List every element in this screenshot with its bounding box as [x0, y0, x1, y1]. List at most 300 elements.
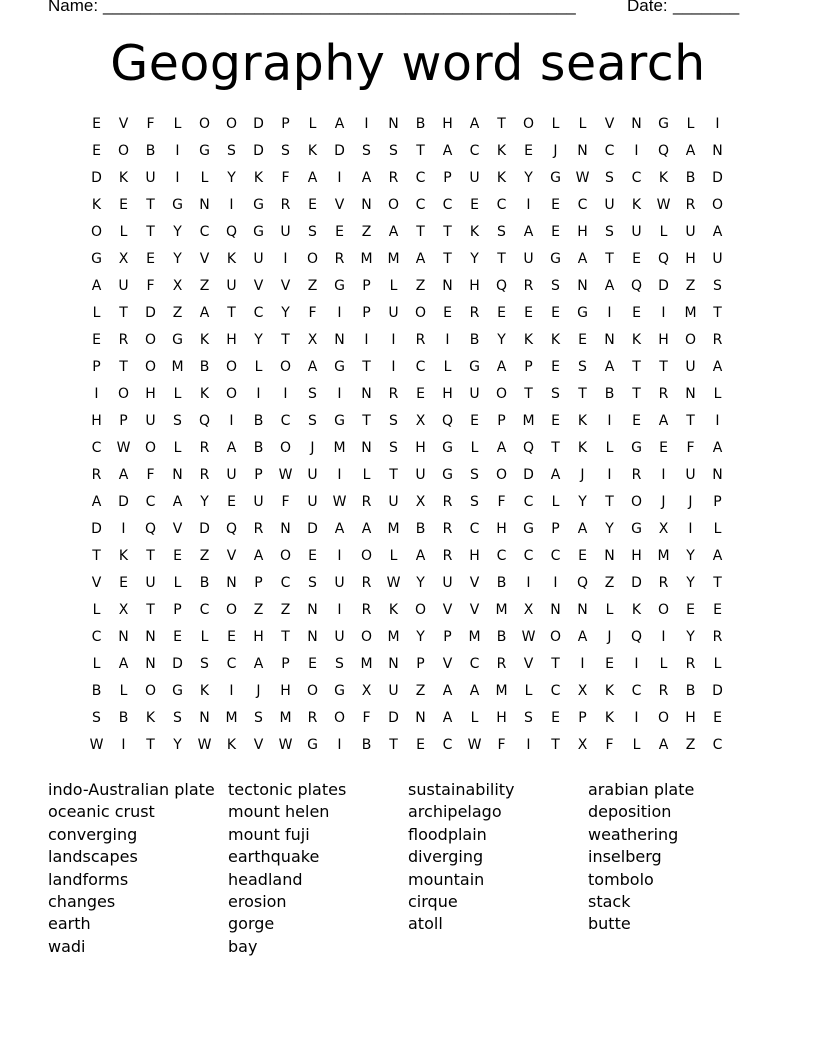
grid-letter[interactable]: K: [199, 386, 210, 402]
grid-letter[interactable]: S: [335, 656, 344, 672]
grid-letter[interactable]: B: [685, 170, 696, 186]
grid-letter[interactable]: U: [442, 575, 453, 591]
grid-letter[interactable]: K: [469, 224, 480, 240]
grid-letter[interactable]: T: [281, 629, 290, 645]
grid-letter[interactable]: L: [632, 737, 641, 753]
grid-letter[interactable]: P: [362, 305, 371, 321]
grid-letter[interactable]: B: [604, 386, 615, 402]
grid-letter[interactable]: S: [92, 710, 101, 726]
grid-letter[interactable]: N: [577, 143, 588, 159]
grid-letter[interactable]: H: [226, 332, 237, 348]
grid-letter[interactable]: R: [361, 602, 372, 618]
grid-letter[interactable]: E: [659, 440, 668, 456]
grid-letter[interactable]: X: [361, 683, 372, 699]
grid-letter[interactable]: S: [470, 494, 479, 510]
grid-letter[interactable]: L: [308, 116, 317, 132]
grid-letter[interactable]: U: [145, 575, 156, 591]
grid-letter[interactable]: K: [604, 683, 615, 699]
grid-letter[interactable]: E: [605, 656, 614, 672]
grid-letter[interactable]: K: [91, 197, 102, 213]
grid-letter[interactable]: W: [197, 737, 212, 753]
grid-letter[interactable]: U: [388, 305, 399, 321]
grid-letter[interactable]: P: [254, 575, 263, 591]
grid-letter[interactable]: L: [551, 494, 560, 510]
grid-letter[interactable]: R: [496, 656, 507, 672]
grid-letter[interactable]: I: [391, 359, 396, 375]
grid-letter[interactable]: B: [496, 629, 507, 645]
grid-letter[interactable]: T: [416, 143, 425, 159]
grid-letter[interactable]: O: [360, 548, 373, 564]
grid-letter[interactable]: R: [631, 467, 642, 483]
grid-letter[interactable]: Q: [225, 224, 238, 240]
grid-letter[interactable]: D: [712, 683, 723, 699]
grid-letter[interactable]: A: [172, 494, 183, 510]
grid-letter[interactable]: V: [523, 656, 534, 672]
grid-letter[interactable]: J: [688, 494, 693, 510]
grid-letter[interactable]: K: [388, 602, 399, 618]
grid-letter[interactable]: C: [523, 494, 534, 510]
grid-letter[interactable]: O: [144, 683, 157, 699]
grid-letter[interactable]: R: [280, 197, 291, 213]
grid-letter[interactable]: G: [334, 683, 345, 699]
grid-letter[interactable]: V: [118, 116, 129, 132]
grid-letter[interactable]: P: [443, 170, 452, 186]
grid-letter[interactable]: F: [362, 710, 371, 726]
grid-letter[interactable]: U: [685, 359, 696, 375]
grid-letter[interactable]: M: [225, 710, 238, 726]
grid-letter[interactable]: K: [631, 197, 642, 213]
grid-letter[interactable]: T: [551, 737, 560, 753]
grid-letter[interactable]: X: [577, 683, 588, 699]
grid-letter[interactable]: I: [94, 386, 99, 402]
grid-letter[interactable]: N: [604, 332, 615, 348]
grid-letter[interactable]: O: [225, 386, 238, 402]
grid-letter[interactable]: U: [415, 467, 426, 483]
grid-letter[interactable]: K: [550, 332, 561, 348]
grid-letter[interactable]: B: [415, 116, 426, 132]
grid-letter[interactable]: I: [283, 386, 288, 402]
grid-letter[interactable]: K: [631, 602, 642, 618]
grid-letter[interactable]: T: [686, 413, 695, 429]
grid-letter[interactable]: Q: [198, 413, 211, 429]
grid-letter[interactable]: K: [496, 143, 507, 159]
grid-letter[interactable]: N: [280, 521, 291, 537]
grid-letter[interactable]: U: [469, 386, 480, 402]
grid-letter[interactable]: C: [469, 143, 480, 159]
grid-letter[interactable]: D: [172, 656, 183, 672]
grid-letter[interactable]: G: [172, 683, 183, 699]
grid-letter[interactable]: O: [630, 494, 643, 510]
grid-letter[interactable]: G: [253, 197, 264, 213]
grid-letter[interactable]: U: [631, 224, 642, 240]
grid-letter[interactable]: O: [279, 359, 292, 375]
grid-letter[interactable]: K: [118, 170, 129, 186]
grid-letter[interactable]: N: [442, 278, 453, 294]
grid-letter[interactable]: R: [307, 710, 318, 726]
grid-letter[interactable]: S: [389, 440, 398, 456]
grid-letter[interactable]: S: [308, 413, 317, 429]
grid-letter[interactable]: Z: [415, 683, 426, 699]
grid-letter[interactable]: L: [119, 224, 128, 240]
grid-letter[interactable]: X: [415, 413, 426, 429]
grid-letter[interactable]: G: [91, 251, 102, 267]
grid-letter[interactable]: B: [91, 683, 102, 699]
grid-letter[interactable]: C: [415, 359, 426, 375]
grid-letter[interactable]: Y: [686, 575, 695, 591]
name-field-line[interactable]: __________________________________________________: [103, 0, 576, 15]
grid-letter[interactable]: G: [469, 359, 480, 375]
grid-letter[interactable]: W: [278, 737, 293, 753]
grid-letter[interactable]: T: [119, 359, 128, 375]
grid-letter[interactable]: M: [171, 359, 184, 375]
grid-letter[interactable]: O: [144, 359, 157, 375]
grid-letter[interactable]: I: [175, 170, 180, 186]
grid-letter[interactable]: D: [631, 575, 642, 591]
grid-letter[interactable]: L: [200, 170, 209, 186]
grid-letter[interactable]: I: [526, 575, 531, 591]
grid-letter[interactable]: T: [713, 575, 722, 591]
grid-letter[interactable]: N: [199, 197, 210, 213]
grid-letter[interactable]: R: [523, 278, 534, 294]
grid-letter[interactable]: A: [712, 440, 723, 456]
grid-letter[interactable]: G: [442, 467, 453, 483]
grid-letter[interactable]: I: [607, 305, 612, 321]
grid-letter[interactable]: C: [199, 224, 210, 240]
grid-letter[interactable]: A: [685, 143, 696, 159]
grid-letter[interactable]: S: [605, 224, 614, 240]
grid-letter[interactable]: K: [145, 710, 156, 726]
grid-letter[interactable]: A: [469, 683, 480, 699]
grid-letter[interactable]: N: [577, 278, 588, 294]
grid-letter[interactable]: P: [281, 116, 290, 132]
grid-letter[interactable]: E: [524, 305, 533, 321]
grid-letter[interactable]: L: [605, 440, 614, 456]
grid-letter[interactable]: L: [362, 467, 371, 483]
grid-letter[interactable]: A: [334, 116, 345, 132]
grid-letter[interactable]: Z: [361, 224, 372, 240]
grid-letter[interactable]: A: [523, 224, 534, 240]
grid-letter[interactable]: E: [524, 143, 533, 159]
grid-letter[interactable]: B: [496, 575, 507, 591]
grid-letter[interactable]: C: [604, 143, 615, 159]
grid-letter[interactable]: N: [361, 440, 372, 456]
grid-letter[interactable]: K: [658, 170, 669, 186]
grid-letter[interactable]: F: [308, 305, 317, 321]
grid-letter[interactable]: O: [225, 116, 238, 132]
grid-letter[interactable]: G: [550, 251, 561, 267]
grid-letter[interactable]: I: [634, 143, 639, 159]
grid-letter[interactable]: V: [91, 575, 102, 591]
grid-letter[interactable]: C: [469, 656, 480, 672]
grid-letter[interactable]: D: [334, 143, 345, 159]
grid-letter[interactable]: L: [173, 440, 182, 456]
grid-letter[interactable]: I: [337, 170, 342, 186]
grid-letter[interactable]: O: [657, 602, 670, 618]
grid-letter[interactable]: S: [551, 386, 560, 402]
grid-letter[interactable]: I: [526, 197, 531, 213]
grid-letter[interactable]: Y: [686, 548, 695, 564]
grid-letter[interactable]: V: [253, 737, 264, 753]
grid-letter[interactable]: Q: [657, 251, 670, 267]
grid-letter[interactable]: H: [253, 629, 264, 645]
grid-letter[interactable]: H: [442, 386, 453, 402]
grid-letter[interactable]: X: [577, 737, 588, 753]
grid-letter[interactable]: W: [278, 467, 293, 483]
grid-letter[interactable]: Y: [497, 332, 506, 348]
grid-letter[interactable]: A: [361, 521, 372, 537]
grid-letter[interactable]: M: [657, 548, 670, 564]
grid-letter[interactable]: Z: [685, 737, 696, 753]
grid-letter[interactable]: N: [199, 710, 210, 726]
grid-letter[interactable]: R: [118, 332, 129, 348]
grid-letter[interactable]: R: [361, 494, 372, 510]
grid-letter[interactable]: U: [307, 494, 318, 510]
grid-letter[interactable]: A: [604, 359, 615, 375]
grid-letter[interactable]: Z: [415, 278, 426, 294]
grid-letter[interactable]: E: [308, 656, 317, 672]
grid-letter[interactable]: Z: [280, 602, 291, 618]
grid-letter[interactable]: Q: [522, 440, 535, 456]
grid-letter[interactable]: G: [334, 359, 345, 375]
grid-letter[interactable]: C: [442, 737, 453, 753]
grid-letter[interactable]: T: [146, 224, 155, 240]
grid-letter[interactable]: B: [685, 683, 696, 699]
grid-letter[interactable]: E: [551, 413, 560, 429]
grid-letter[interactable]: O: [279, 548, 292, 564]
grid-letter[interactable]: R: [388, 386, 399, 402]
grid-letter[interactable]: S: [497, 224, 506, 240]
grid-letter[interactable]: Z: [199, 548, 210, 564]
grid-letter[interactable]: O: [495, 386, 508, 402]
grid-letter[interactable]: J: [310, 440, 315, 456]
grid-letter[interactable]: N: [226, 575, 237, 591]
grid-letter[interactable]: I: [634, 710, 639, 726]
grid-letter[interactable]: C: [415, 170, 426, 186]
grid-letter[interactable]: S: [308, 575, 317, 591]
grid-letter[interactable]: D: [388, 710, 399, 726]
grid-letter[interactable]: L: [578, 116, 587, 132]
grid-letter[interactable]: E: [551, 224, 560, 240]
grid-letter[interactable]: H: [577, 224, 588, 240]
grid-letter[interactable]: R: [334, 251, 345, 267]
grid-letter[interactable]: F: [497, 737, 506, 753]
grid-letter[interactable]: P: [578, 710, 587, 726]
grid-letter[interactable]: G: [334, 413, 345, 429]
grid-letter[interactable]: E: [92, 143, 101, 159]
grid-letter[interactable]: V: [604, 116, 615, 132]
grid-letter[interactable]: G: [631, 521, 642, 537]
grid-letter[interactable]: T: [632, 386, 641, 402]
grid-letter[interactable]: S: [605, 170, 614, 186]
grid-letter[interactable]: H: [685, 251, 696, 267]
grid-letter[interactable]: K: [253, 170, 264, 186]
grid-letter[interactable]: L: [551, 116, 560, 132]
grid-letter[interactable]: Q: [441, 413, 454, 429]
grid-letter[interactable]: O: [333, 710, 346, 726]
grid-letter[interactable]: G: [658, 116, 669, 132]
grid-letter[interactable]: I: [256, 386, 261, 402]
grid-letter[interactable]: A: [307, 170, 318, 186]
grid-letter[interactable]: A: [415, 548, 426, 564]
grid-letter[interactable]: N: [307, 602, 318, 618]
grid-letter[interactable]: U: [145, 170, 156, 186]
grid-letter[interactable]: L: [389, 548, 398, 564]
grid-letter[interactable]: Q: [495, 278, 508, 294]
grid-letter[interactable]: E: [416, 737, 425, 753]
grid-letter[interactable]: L: [92, 602, 101, 618]
grid-letter[interactable]: T: [389, 467, 398, 483]
grid-letter[interactable]: N: [361, 197, 372, 213]
grid-letter[interactable]: P: [92, 359, 101, 375]
grid-letter[interactable]: F: [605, 737, 614, 753]
grid-letter[interactable]: T: [281, 332, 290, 348]
grid-letter[interactable]: R: [442, 494, 453, 510]
grid-letter[interactable]: S: [578, 359, 587, 375]
grid-letter[interactable]: N: [145, 656, 156, 672]
grid-letter[interactable]: A: [658, 737, 669, 753]
grid-letter[interactable]: O: [711, 197, 724, 213]
grid-letter[interactable]: N: [712, 143, 723, 159]
grid-letter[interactable]: E: [632, 413, 641, 429]
grid-letter[interactable]: V: [172, 521, 183, 537]
grid-letter[interactable]: V: [469, 575, 480, 591]
grid-letter[interactable]: T: [146, 197, 155, 213]
grid-letter[interactable]: A: [442, 710, 453, 726]
grid-letter[interactable]: L: [443, 359, 452, 375]
grid-letter[interactable]: S: [281, 143, 290, 159]
grid-letter[interactable]: V: [226, 548, 237, 564]
grid-letter[interactable]: A: [496, 359, 507, 375]
grid-letter[interactable]: G: [442, 440, 453, 456]
grid-letter[interactable]: M: [360, 656, 373, 672]
grid-letter[interactable]: Q: [576, 575, 589, 591]
grid-letter[interactable]: C: [415, 197, 426, 213]
grid-letter[interactable]: M: [495, 683, 508, 699]
grid-letter[interactable]: O: [414, 602, 427, 618]
grid-letter[interactable]: Y: [200, 494, 209, 510]
grid-letter[interactable]: S: [524, 710, 533, 726]
grid-letter[interactable]: A: [604, 278, 615, 294]
grid-letter[interactable]: R: [712, 629, 723, 645]
grid-letter[interactable]: U: [253, 251, 264, 267]
grid-letter[interactable]: H: [415, 440, 426, 456]
grid-letter[interactable]: E: [713, 710, 722, 726]
grid-letter[interactable]: C: [550, 548, 561, 564]
grid-letter[interactable]: N: [631, 116, 642, 132]
grid-letter[interactable]: P: [497, 413, 506, 429]
grid-letter[interactable]: C: [631, 170, 642, 186]
grid-letter[interactable]: X: [118, 602, 129, 618]
grid-letter[interactable]: A: [91, 494, 102, 510]
grid-letter[interactable]: M: [360, 251, 373, 267]
grid-letter[interactable]: T: [443, 224, 452, 240]
grid-letter[interactable]: C: [712, 737, 723, 753]
grid-letter[interactable]: O: [306, 683, 319, 699]
grid-letter[interactable]: T: [119, 305, 128, 321]
grid-letter[interactable]: D: [91, 521, 102, 537]
grid-letter[interactable]: K: [523, 332, 534, 348]
grid-letter[interactable]: W: [89, 737, 104, 753]
grid-letter[interactable]: R: [685, 656, 696, 672]
grid-letter[interactable]: G: [631, 440, 642, 456]
grid-letter[interactable]: U: [523, 251, 534, 267]
grid-letter[interactable]: O: [198, 116, 211, 132]
grid-letter[interactable]: J: [256, 683, 261, 699]
grid-letter[interactable]: C: [523, 548, 534, 564]
grid-letter[interactable]: A: [496, 440, 507, 456]
grid-letter[interactable]: X: [415, 494, 426, 510]
grid-letter[interactable]: Y: [470, 251, 479, 267]
grid-letter[interactable]: A: [658, 413, 669, 429]
grid-letter[interactable]: N: [334, 332, 345, 348]
grid-letter[interactable]: I: [445, 332, 450, 348]
grid-letter[interactable]: O: [306, 251, 319, 267]
grid-letter[interactable]: Q: [225, 521, 238, 537]
grid-letter[interactable]: T: [605, 251, 614, 267]
grid-letter[interactable]: A: [469, 116, 480, 132]
grid-letter[interactable]: V: [280, 278, 291, 294]
grid-letter[interactable]: W: [116, 440, 131, 456]
grid-letter[interactable]: A: [712, 359, 723, 375]
grid-letter[interactable]: E: [92, 116, 101, 132]
grid-letter[interactable]: T: [551, 440, 560, 456]
grid-letter[interactable]: I: [553, 575, 558, 591]
grid-letter[interactable]: S: [227, 143, 236, 159]
grid-letter[interactable]: A: [253, 656, 264, 672]
grid-letter[interactable]: N: [388, 656, 399, 672]
grid-letter[interactable]: R: [658, 575, 669, 591]
grid-letter[interactable]: K: [496, 170, 507, 186]
grid-letter[interactable]: L: [92, 656, 101, 672]
grid-letter[interactable]: Y: [524, 170, 533, 186]
grid-letter[interactable]: T: [605, 494, 614, 510]
grid-letter[interactable]: R: [199, 467, 210, 483]
grid-letter[interactable]: G: [172, 197, 183, 213]
grid-letter[interactable]: O: [117, 386, 130, 402]
grid-letter[interactable]: W: [575, 170, 590, 186]
grid-letter[interactable]: G: [172, 332, 183, 348]
grid-letter[interactable]: I: [580, 656, 585, 672]
grid-letter[interactable]: O: [225, 359, 238, 375]
grid-letter[interactable]: I: [364, 116, 369, 132]
grid-letter[interactable]: Y: [416, 575, 425, 591]
grid-letter[interactable]: D: [712, 170, 723, 186]
grid-letter[interactable]: M: [333, 440, 346, 456]
grid-letter[interactable]: U: [388, 494, 399, 510]
grid-letter[interactable]: I: [229, 683, 234, 699]
grid-letter[interactable]: D: [253, 143, 264, 159]
grid-letter[interactable]: L: [659, 224, 668, 240]
grid-letter[interactable]: B: [253, 440, 264, 456]
grid-letter[interactable]: U: [685, 224, 696, 240]
grid-letter[interactable]: I: [391, 332, 396, 348]
grid-letter[interactable]: A: [577, 521, 588, 537]
grid-letter[interactable]: I: [337, 602, 342, 618]
grid-letter[interactable]: N: [172, 467, 183, 483]
grid-letter[interactable]: F: [146, 116, 155, 132]
grid-letter[interactable]: O: [225, 602, 238, 618]
grid-letter[interactable]: E: [308, 548, 317, 564]
grid-letter[interactable]: V: [253, 278, 264, 294]
grid-letter[interactable]: S: [173, 413, 182, 429]
grid-letter[interactable]: I: [337, 548, 342, 564]
grid-letter[interactable]: S: [551, 278, 560, 294]
grid-letter[interactable]: H: [685, 710, 696, 726]
grid-letter[interactable]: A: [199, 305, 210, 321]
grid-letter[interactable]: C: [199, 602, 210, 618]
grid-letter[interactable]: L: [659, 656, 668, 672]
grid-letter[interactable]: W: [656, 197, 671, 213]
